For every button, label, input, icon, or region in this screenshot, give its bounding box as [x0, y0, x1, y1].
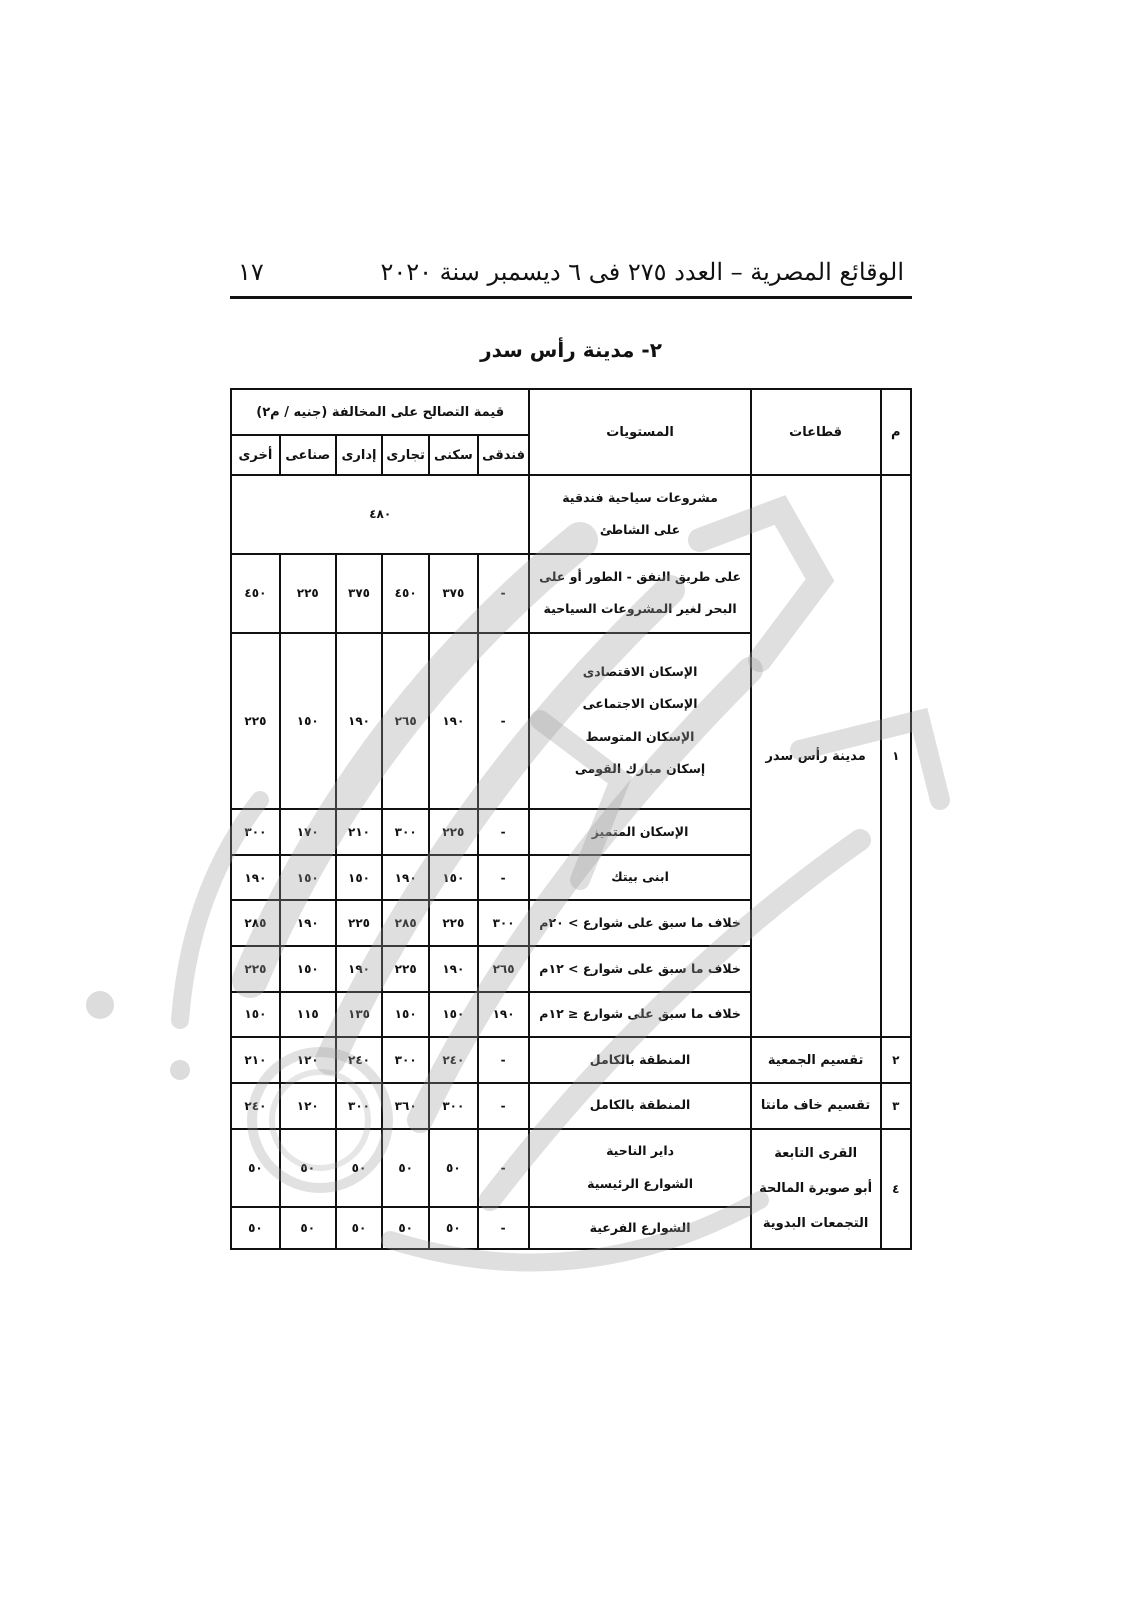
level-line: إسكان مبارك القومى	[574, 761, 706, 777]
row-number: ٢	[881, 1037, 911, 1083]
header-col: صناعى	[280, 435, 336, 475]
sector-line: القرى التابعة	[774, 1146, 858, 1162]
value-cell: ٢٤٠	[231, 1083, 280, 1129]
sector-cell	[751, 1129, 881, 1249]
value-cell: ٥٠	[382, 1207, 429, 1249]
header-col: فندقى	[478, 435, 530, 475]
header-col: تجارى	[382, 435, 429, 475]
value-cell: ٢٦٥	[478, 946, 530, 992]
sector-cell	[751, 1083, 881, 1129]
page-number: ١٧	[238, 258, 264, 286]
value-cell: ١٢٠	[280, 1083, 336, 1129]
gazette-title: الوقائع المصرية – العدد ٢٧٥ فى ٦ ديسمبر سنة ٢٠٢٠	[380, 258, 904, 286]
level-line: الإسكان المتوسط	[585, 728, 695, 744]
value-cell: ٣٠٠	[231, 809, 280, 855]
level-cell	[529, 1083, 750, 1129]
value-cell: ٥٠	[231, 1129, 280, 1208]
level-cell	[529, 900, 750, 946]
value-cell: ١٩٠	[429, 946, 478, 992]
value-cell: ٢٢٥	[429, 900, 478, 946]
value-cell: -	[478, 855, 530, 901]
sector-line: تقسيم خاف مانتا	[760, 1098, 871, 1114]
value-cell: ١٢٠	[280, 1037, 336, 1083]
value-cell: ١٥٠	[280, 633, 336, 809]
level-cell	[529, 946, 750, 992]
value-cell: -	[478, 1037, 530, 1083]
table-row	[231, 475, 911, 554]
value-cell: -	[478, 1083, 530, 1129]
header-col: إدارى	[336, 435, 383, 475]
header-col: سكنى	[429, 435, 478, 475]
sector-cell	[751, 1037, 881, 1083]
table-body	[231, 475, 911, 1249]
value-cell: ٣٠٠	[382, 809, 429, 855]
value-cell: ١٩٠	[280, 900, 336, 946]
sector-line: أبو صويرة المالحة	[759, 1181, 873, 1197]
header-sectors: قطاعات	[751, 389, 881, 475]
value-cell: ٢٦٥	[382, 633, 429, 809]
level-line: خلاف ما سبق على شوارع > ٢٠م	[539, 914, 741, 930]
level-line: على الشاطئ	[599, 522, 681, 538]
value-cell: ٣٠٠	[478, 900, 530, 946]
level-cell	[529, 1037, 750, 1083]
level-line: خلاف ما سبق على شوارع ≤ ١٢م	[539, 1006, 741, 1022]
value-cell: -	[478, 1129, 530, 1208]
value-cell: ١٩٠	[478, 992, 530, 1038]
sector-line: مدينة رأس سدر	[765, 748, 866, 764]
level-line: على طريق النفق - الطور أو على	[539, 568, 742, 584]
level-line: الإسكان الاجتماعى	[582, 696, 698, 712]
table-row	[231, 1129, 911, 1208]
value-cell: ١٥٠	[429, 992, 478, 1038]
value-cell: -	[478, 633, 530, 809]
value-cell: ١٩٠	[336, 946, 383, 992]
value-cell: ٣٧٥	[429, 554, 478, 633]
value-cell: ١٥٠	[280, 855, 336, 901]
value-cell: ٢٤٠	[429, 1037, 478, 1083]
value-cell: ١٩٠	[336, 633, 383, 809]
level-line: الشوارع الرئيسية	[587, 1175, 693, 1191]
value-cell: -	[478, 809, 530, 855]
row-number: ١	[881, 475, 911, 1037]
value-cell: ٥٠	[231, 1207, 280, 1249]
value-cell: ٢١٠	[336, 809, 383, 855]
value-cell: -	[478, 554, 530, 633]
header-value-group: قيمة التصالح على المخالفة (جنيه / م٢)	[231, 389, 529, 435]
value-cell: ٥٠	[429, 1129, 478, 1208]
level-line: الإسكان المتميز	[591, 823, 689, 839]
value-cell: ٢٢٥	[429, 809, 478, 855]
header-levels: المستويات	[529, 389, 750, 475]
level-cell	[529, 992, 750, 1038]
valuation-table	[230, 388, 912, 1250]
page-header	[230, 256, 912, 299]
value-cell: ٣٠٠	[429, 1083, 478, 1129]
table-row	[231, 1037, 911, 1083]
value-cell: ٢٢٥	[336, 900, 383, 946]
level-cell	[529, 633, 750, 809]
table-row	[231, 1083, 911, 1129]
level-cell	[529, 809, 750, 855]
value-cell: ١١٥	[280, 992, 336, 1038]
value-cell: ٢٤٠	[336, 1037, 383, 1083]
level-cell	[529, 1207, 750, 1249]
value-cell: ١٩٠	[382, 855, 429, 901]
value-cell: ٣٠٠	[382, 1037, 429, 1083]
row-number: ٣	[881, 1083, 911, 1129]
value-cell: ١٥٠	[429, 855, 478, 901]
level-cell	[529, 1129, 750, 1208]
value-cell: ٥٠	[382, 1129, 429, 1208]
level-cell	[529, 554, 750, 633]
level-cell	[529, 855, 750, 901]
header-col: أخرى	[231, 435, 280, 475]
value-cell: ٣٧٥	[336, 554, 383, 633]
value-cell: ١٥٠	[280, 946, 336, 992]
level-line: ابنى بيتك	[611, 869, 669, 885]
value-cell: ٥٠	[280, 1207, 336, 1249]
level-cell	[529, 475, 750, 554]
level-line: خلاف ما سبق على شوارع > ١٢م	[539, 960, 741, 976]
level-line: مشروعات سياحية فندقية	[562, 489, 718, 505]
merged-value-cell: ٤٨٠	[231, 475, 529, 554]
value-cell: ١٥٠	[336, 855, 383, 901]
level-line: داير الناحية	[606, 1143, 675, 1159]
value-cell: -	[478, 1207, 530, 1249]
value-cell: ٥٠	[336, 1129, 383, 1208]
level-line: الإسكان الاقتصادى	[582, 663, 698, 679]
value-cell: ١٧٠	[280, 809, 336, 855]
header-m: م	[881, 389, 911, 475]
value-cell: ٥٠	[336, 1207, 383, 1249]
row-number: ٤	[881, 1129, 911, 1249]
value-cell: ٢٢٥	[231, 946, 280, 992]
value-cell: ١٣٥	[336, 992, 383, 1038]
value-cell: ٣٠٠	[336, 1083, 383, 1129]
value-cell: ٢٢٥	[231, 633, 280, 809]
value-cell: ٢٢٥	[280, 554, 336, 633]
value-cell: ١٥٠	[382, 992, 429, 1038]
value-cell: ١٥٠	[231, 992, 280, 1038]
value-cell: ٢١٠	[231, 1037, 280, 1083]
value-cell: ٣٦٠	[382, 1083, 429, 1129]
value-cell: ١٩٠	[231, 855, 280, 901]
level-line: الشوارع الفرعية	[589, 1219, 691, 1235]
level-line: البحر لغير المشروعات السياحية	[543, 601, 737, 617]
sector-line: تقسيم الجمعية	[767, 1052, 864, 1068]
level-line: المنطقة بالكامل	[589, 1097, 691, 1113]
value-cell: ٤٥٠	[382, 554, 429, 633]
value-cell: ١٩٠	[429, 633, 478, 809]
sector-line: التجمعات البدوية	[762, 1216, 869, 1232]
section-title: ٢- مدينة رأس سدر	[480, 338, 662, 362]
sector-cell	[751, 475, 881, 1037]
value-cell: ٥٠	[280, 1129, 336, 1208]
level-line: المنطقة بالكامل	[589, 1051, 691, 1067]
value-cell: ٤٥٠	[231, 554, 280, 633]
value-cell: ٢٨٥	[231, 900, 280, 946]
value-cell: ٢٨٥	[382, 900, 429, 946]
value-cell: ٥٠	[429, 1207, 478, 1249]
value-cell: ٢٢٥	[382, 946, 429, 992]
